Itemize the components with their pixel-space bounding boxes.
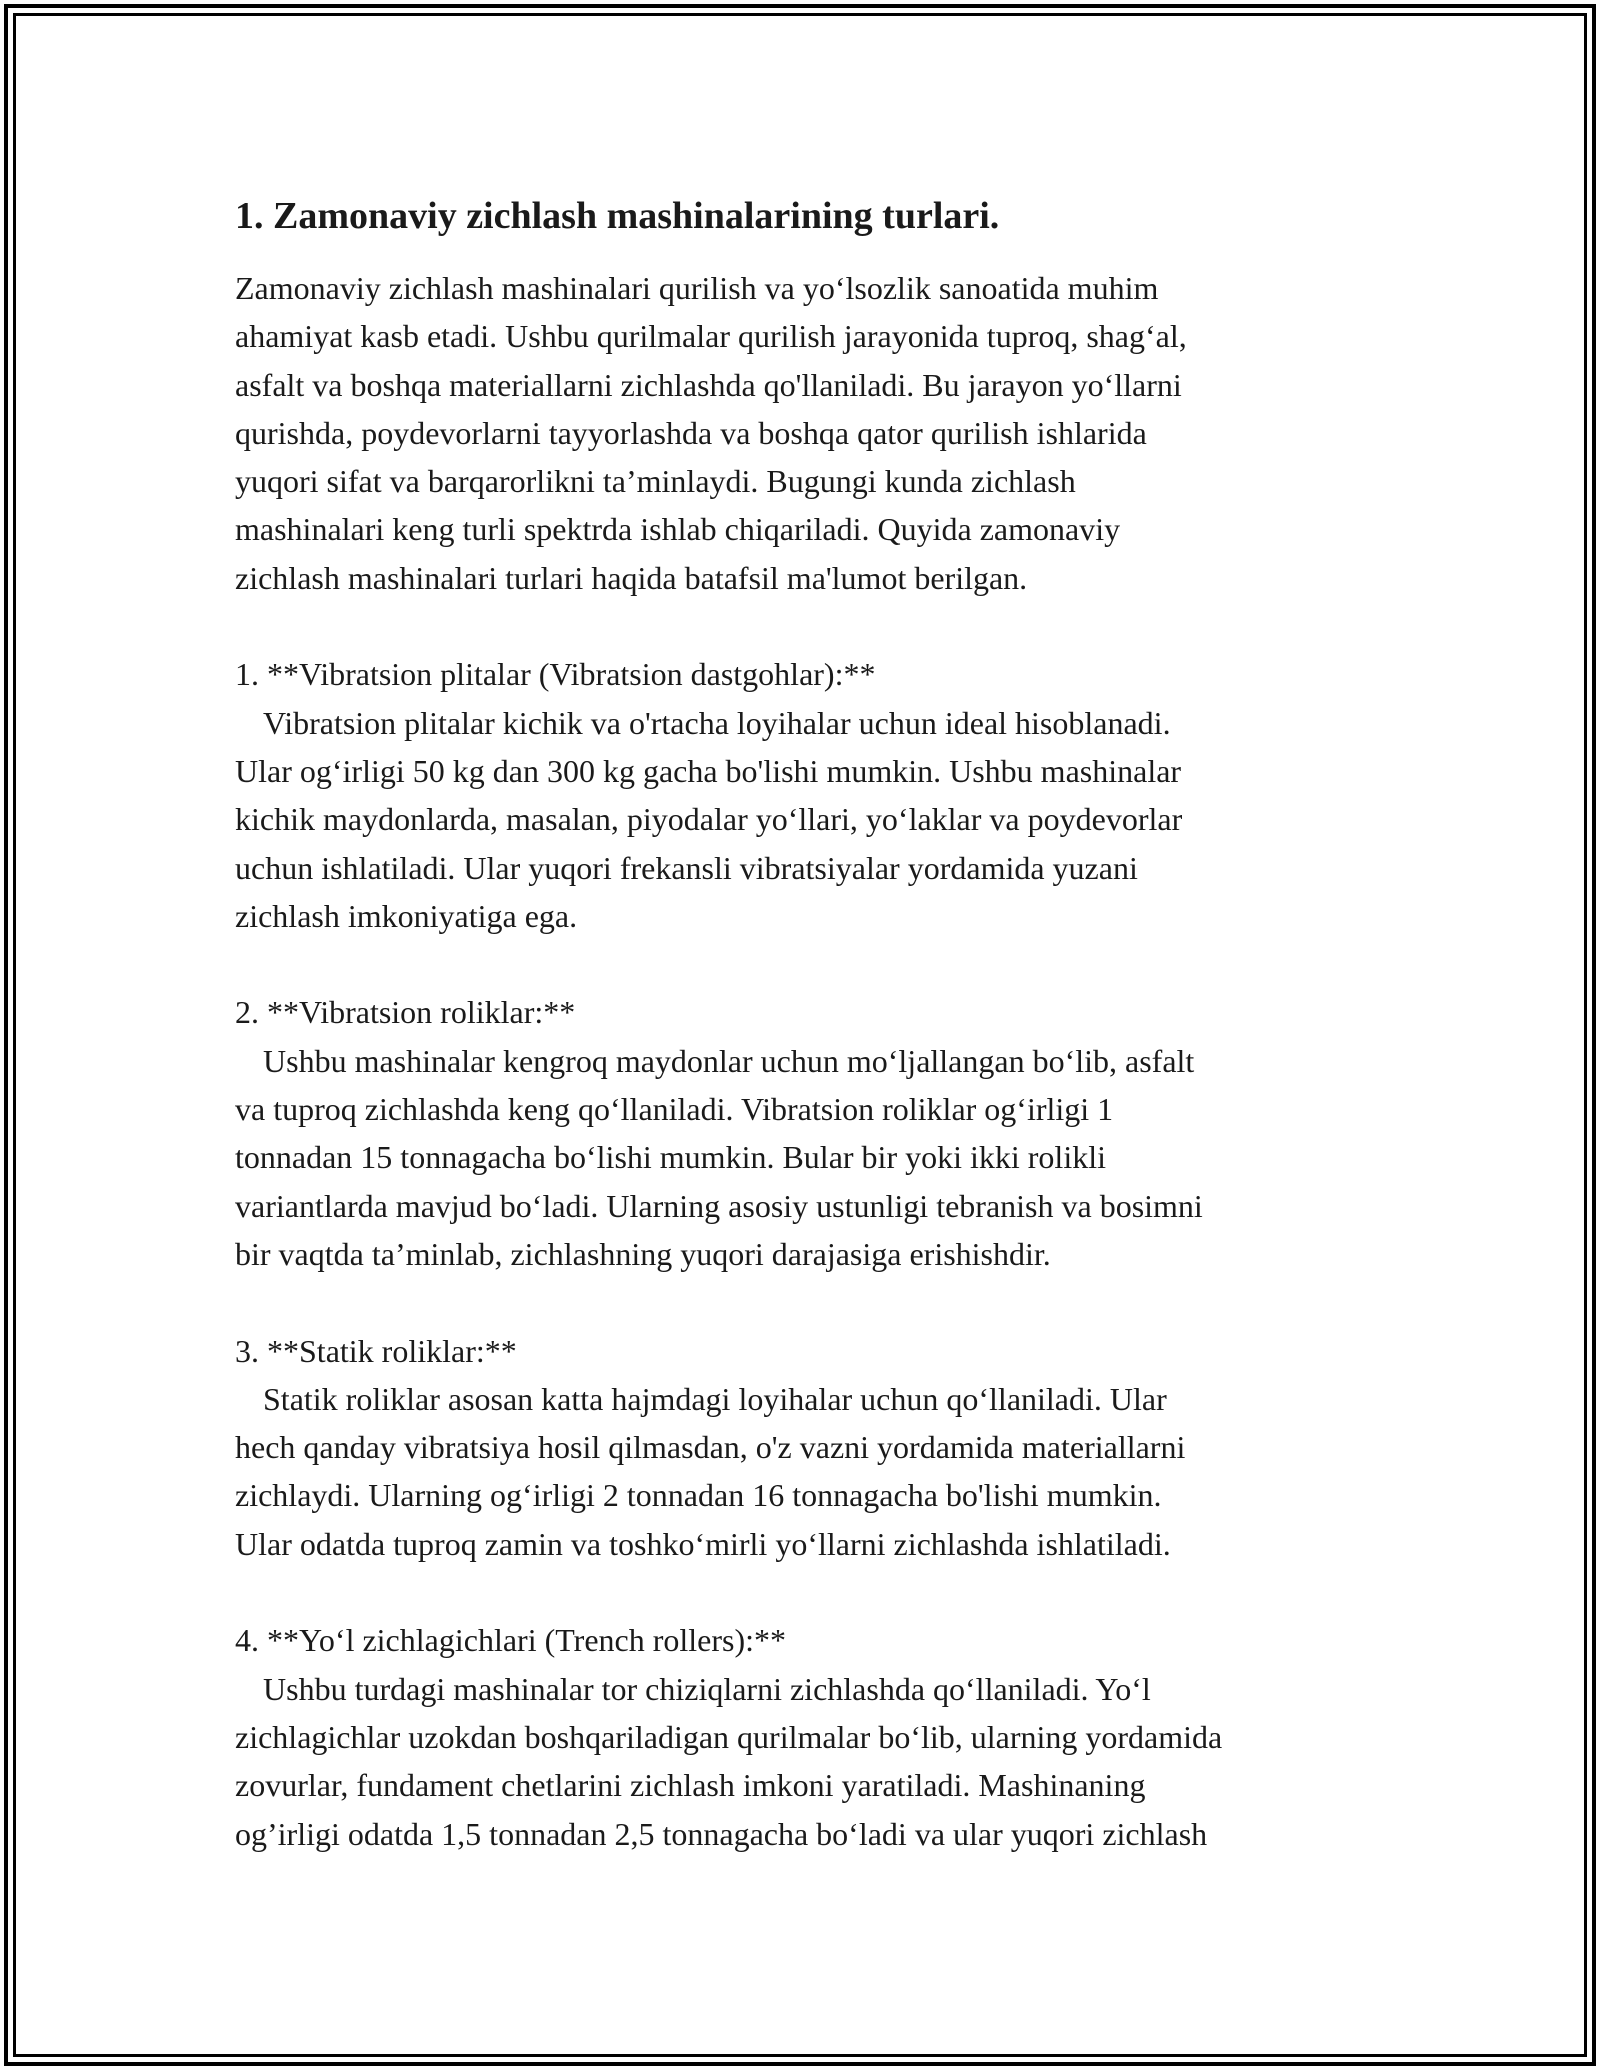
section-line: Ular og‘irligi 50 kg dan 300 kg gacha bo'lishi mumkin. Ushbu mashinalar [235,752,1182,789]
section-static-rollers [235,1327,1395,1568]
section-line: Statik roliklar asosan katta hajmdagi loyihalar uchun qo‘llaniladi. Ular [263,1380,1167,1417]
section-line: Ushbu turdagi mashinalar tor chiziqlarni zichlashda qo‘llaniladi. Yo‘l [263,1670,1151,1707]
document-body [235,188,1395,1858]
section-line: zichlagichlar uzokdan boshqariladigan qurilmalar bo‘lib, ularning yordamida [235,1718,1223,1755]
section-line: zovurlar, fundament chetlarini zichlash imkoni yaratiladi. Mashinaning [235,1767,1146,1804]
document-title: 1. Zamonaviy zichlash mashinalarining turlari. [235,195,1000,237]
section-line: uchun ishlatiladi. Ular yuqori frekansli vibratsiyalar yordamida yuzani [235,849,1138,886]
intro-line: Zamonaviy zichlash mashinalari qurilish va yo‘lsozlik sanoatida muhim [235,270,1159,306]
section-heading: 2. **Vibratsion roliklar:** [235,994,576,1031]
section-line: va tuproq zichlashda keng qo‘llaniladi. Vibratsion roliklar og‘irligi 1 [235,1091,1114,1128]
intro-line: yuqori sifat va barqarorlikni ta’minlaydi. Bugungi kunda zichlash [235,463,1076,500]
section-heading: 3. **Statik roliklar:** [235,1332,517,1369]
section-line: kichik maydonlarda, masalan, piyodalar yo‘llari, yo‘laklar va poydevorlar [235,801,1183,838]
paragraph-gap [235,602,1395,650]
section-line: tonnadan 15 tonnagacha bo‘lishi mumkin. Bular bir yoki ikki rolikli [235,1139,1106,1176]
paragraph-gap [235,1568,1395,1616]
section-heading: 4. **Yo‘l zichlagichlari (Trench rollers):** [235,1622,787,1659]
section-vibration-plates [235,650,1395,940]
intro-line: asfalt va boshqa materiallarni zichlashda qo'llaniladi. Bu jarayon yo‘llarni [235,366,1182,403]
section-line: zichlash imkoniyatiga ega. [235,897,578,934]
intro-line: qurishda, poydevorlarni tayyorlashda va boshqa qator qurilish ishlarida [235,414,1147,451]
section-line: zichlaydi. Ularning og‘irligi 2 tonnadan 16 tonnagacha bo'lishi mumkin. [235,1477,1162,1514]
section-heading: 1. **Vibratsion plitalar (Vibratsion dastgohlar):** [235,656,876,693]
intro-line: ahamiyat kasb etadi. Ushbu qurilmalar qurilish jarayonida tuproq, shag‘al, [235,318,1187,355]
section-trench-rollers [235,1616,1395,1857]
section-line: hech qanday vibratsiya hosil qilmasdan, o'z vazni yordamida materiallarni [235,1429,1186,1466]
paragraph-gap [235,940,1395,988]
section-line: Vibratsion plitalar kichik va o'rtacha loyihalar uchun ideal hisoblanadi. [263,704,1171,741]
section-line: Ular odatda tuproq zamin va toshko‘mirli yo‘llarni zichlashda ishlatiladi. [235,1525,1171,1562]
intro-line: mashinalari keng turli spektrda ishlab chiqariladi. Quyida zamonaviy [235,511,1121,548]
section-line: Ushbu mashinalar kengroq maydonlar uchun mo‘ljallangan bo‘lib, asfalt [263,1042,1195,1079]
intro-paragraph [235,264,1395,602]
intro-line: zichlash mashinalari turlari haqida batafsil ma'lumot berilgan. [235,559,1028,596]
section-line: og’irligi odatda 1,5 tonnadan 2,5 tonnagacha bo‘ladi va ular yuqori zichlash [235,1815,1208,1852]
section-line: variantlarda mavjud bo‘ladi. Ularning asosiy ustunligi tebranish va bosimni [235,1187,1203,1224]
section-line: bir vaqtda ta’minlab, zichlashning yuqori darajasiga erishishdir. [235,1235,1051,1272]
paragraph-gap [235,1278,1395,1326]
section-vibration-rollers [235,988,1395,1278]
